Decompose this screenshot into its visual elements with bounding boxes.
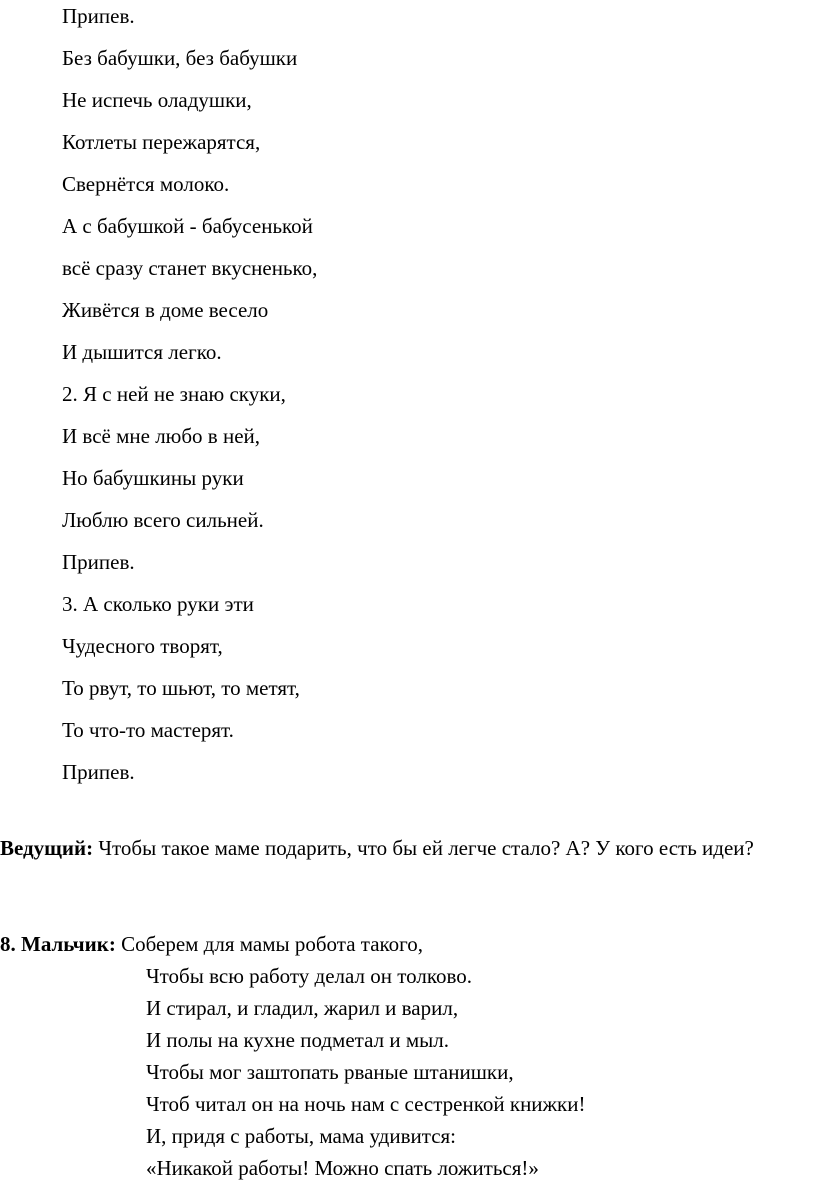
song-line: Люблю всего сильней. [62,508,264,532]
song-line: Котлеты пережарятся, [62,130,261,154]
song-line: Живётся в доме весело [62,298,269,322]
boy-line: Чтоб читал он на ночь нам с сестренкой книжки! [146,1092,586,1116]
song-line: И дышится легко. [62,340,222,364]
song-line: Без бабушки, без бабушки [62,46,298,70]
boy-line: И, придя с работы, мама удивится: [146,1124,457,1148]
song-line: Но бабушкины руки [62,466,244,490]
boy-line: Соберем для мамы робота такого, [115,932,424,956]
host-speaker: Ведущий: [0,836,94,860]
song-line: 2. Я с ней не знаю скуки, [62,382,286,406]
song-line: Не испечь оладушки, [62,88,252,112]
boy-first-line [0,932,423,956]
song-line: То что-то мастерят. [62,718,234,742]
boy-line: И полы на кухне подметал и мыл. [146,1028,449,1052]
boy-line: Чтобы мог заштопать рваные штанишки, [146,1060,514,1084]
song-line: А с бабушкой - бабусенькой [62,214,313,238]
host-text: Чтобы такое маме подарить, что бы ей легче стало? А? У кого есть идеи? [93,836,754,860]
song-line: Чудесного творят, [62,634,223,658]
boy-line: «Никакой работы! Можно спать ложиться!» [146,1156,539,1180]
song-line: То рвут, то шьют, то метят, [62,676,300,700]
song-line: Припев. [62,4,135,28]
song-line: всё сразу станет вкусненько, [62,256,318,280]
song-line: И всё мне любо в ней, [62,424,261,448]
song-line: Припев. [62,550,135,574]
host-paragraph [0,832,812,864]
song-line: Припев. [62,760,135,784]
song-line: Свернётся молоко. [62,172,230,196]
boy-line: И стирал, и гладил, жарил и варил, [146,996,459,1020]
boy-speaker: 8. Мальчик: [0,932,116,956]
song-line: 3. А сколько руки эти [62,592,254,616]
boy-line: Чтобы всю работу делал он толково. [146,964,472,988]
